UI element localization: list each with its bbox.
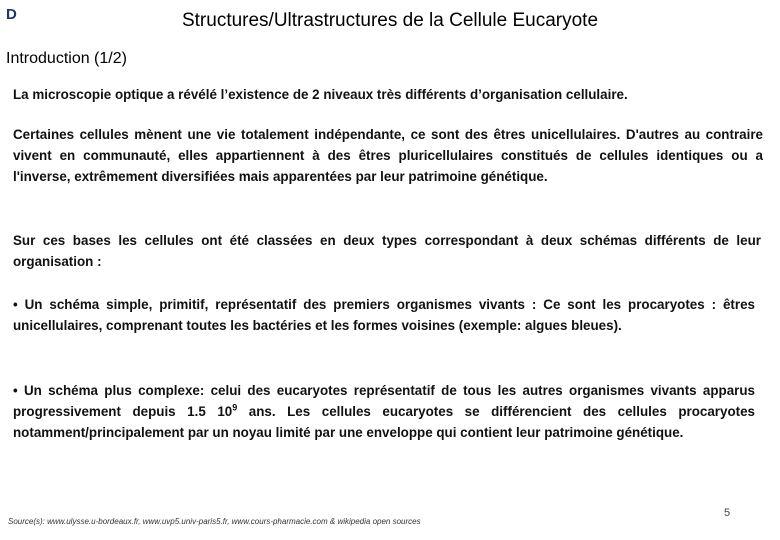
source-footnote: Source(s): www.ulysse.u-bordeaux.fr, www.uvp5.univ-paris5.fr, www.cours-pharmacie.com & wikipedia open sources	[8, 517, 421, 526]
paragraph-procaryotes: • Un schéma simple, primitif, représentatif des premiers organismes vivants : Ce sont les procaryotes : êtres unicellulaires, comprenant toutes les bactéries et les formes voisines (exemple: algues bleues).	[13, 297, 755, 333]
paragraph-eucaryotes-part2: ans. Les cellules eucaryotes se différencient des cellules procaryotes notamment/principalement par un noyau limité par une enveloppe qui contient leur patrimoine génétique.	[13, 404, 755, 440]
paragraph-eucaryotes	[13, 380, 755, 443]
corner-letter: D	[6, 6, 17, 23]
page-title: Structures/Ultrastructures de la Cellule Eucaryote	[181, 10, 599, 31]
section-heading: Introduction (1/2)	[6, 50, 127, 67]
paragraph-cell-types: Certaines cellules mènent une vie totalement indépendante, ce sont des êtres unicellulaires. D'autres au contraire vivent en communauté, elles appartiennent à des êtres pluricellulaires constitués de cellules identiques ou a l'inverse, extrêmement diversifiées mais apparentées par leur patrimoine génétique.	[13, 127, 763, 184]
paragraph-eucaryotes-part1: • Un schéma plus complexe: celui des eucaryotes représentatif de tous les autres organismes vivants apparus progressivement depuis 1.5 10	[13, 383, 755, 419]
paragraph-intro: La microscopie optique a révélé l’existence de 2 niveaux très différents d’organisation cellulaire.	[13, 87, 628, 102]
page-number: 5	[724, 507, 731, 519]
paragraph-classification: Sur ces bases les cellules ont été classées en deux types correspondant à deux schémas différents de leur organisation :	[13, 233, 761, 269]
exponent: 9	[232, 402, 238, 413]
